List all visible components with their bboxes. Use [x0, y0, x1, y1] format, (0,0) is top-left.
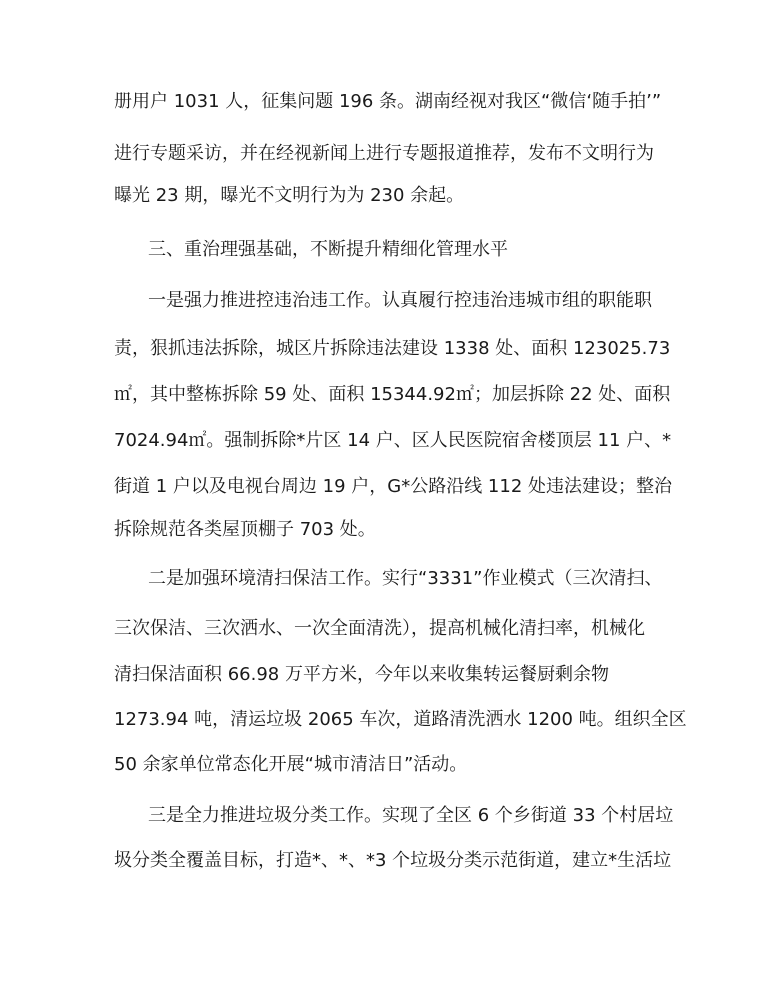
- text-line: 进行专题采访，并在经视新闻上进行专题报道推荐，发布不文明行为: [114, 143, 654, 164]
- text-line: ㎡，其中整栋拆除 59 处、面积 15344.92㎡；加层拆除 22 处、面积: [114, 384, 671, 405]
- text-line: 拆除规范各类屋顶棚子 703 处。: [114, 519, 376, 540]
- text-line: 三次保洁、三次洒水、一次全面清洗），提高机械化清扫率，机械化: [114, 618, 645, 639]
- text-line: 街道 1 户以及电视台周边 19 户，G*公路沿线 112 处违法建设；整治: [114, 476, 672, 497]
- section-heading: 三、重治理强基础，不断提升精细化管理水平: [148, 239, 508, 260]
- text-line: 责，狠抓违法拆除，城区片拆除违法建设 1338 处、面积 123025.73: [114, 338, 671, 359]
- text-line: 清扫保洁面积 66.98 万平方米，今年以来收集转运餐厨剩余物: [114, 664, 609, 685]
- paragraph-first-line: 二是加强环境清扫保洁工作。实行“3331”作业模式（三次清扫、: [148, 568, 663, 589]
- text-line: 册用户 1031 人，征集问题 196 条。湖南经视对我区“微信‘随手拍’”: [114, 91, 662, 112]
- paragraph-first-line: 三是全力推进垃圾分类工作。实现了全区 6 个乡街道 33 个村居垃: [148, 805, 674, 826]
- text-line: 1273.94 吨，清运垃圾 2065 车次，道路清洗洒水 1200 吨。组织全区: [114, 709, 687, 730]
- text-line: 50 余家单位常态化开展“城市清洁日”活动。: [114, 754, 468, 775]
- text-line: 圾分类全覆盖目标，打造*、*、*3 个垃圾分类示范街道，建立*生活垃: [114, 850, 672, 871]
- text-line: 曝光 23 期，曝光不文明行为为 230 余起。: [114, 185, 465, 206]
- text-line: 7024.94㎡。强制拆除*片区 14 户、区人民医院宿舍楼顶层 11 户、*: [114, 430, 672, 451]
- paragraph-first-line: 一是强力推进控违治违工作。认真履行控违治违城市组的职能职: [148, 290, 652, 311]
